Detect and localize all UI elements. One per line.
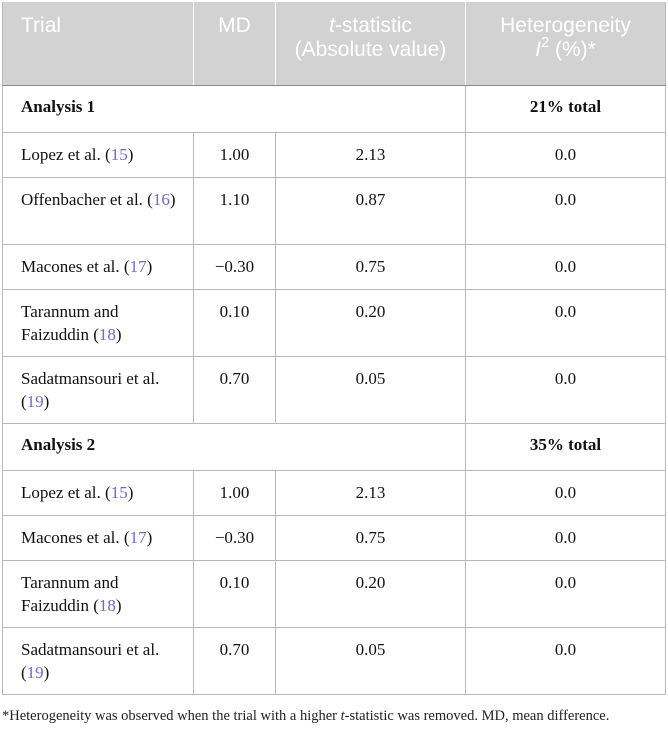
- trial-name-close: ): [43, 662, 50, 682]
- header-het-line1: Heterogeneity: [500, 14, 631, 37]
- heterogeneity-cell: 0.0: [466, 132, 666, 177]
- table-header-row: [3, 2, 666, 85]
- trial-name-close: ): [146, 256, 153, 276]
- header-heterogeneity: [466, 2, 666, 85]
- t-statistic-cell: 2.13: [276, 132, 466, 177]
- md-cell: 1.00: [194, 470, 276, 515]
- section-total: 35% total: [466, 423, 666, 470]
- heterogeneity-cell: 0.0: [466, 289, 666, 356]
- trial-name: Sadatmansouri et al. (: [21, 639, 160, 682]
- trial-cell: [3, 560, 194, 627]
- t-statistic-cell: 0.05: [276, 356, 466, 423]
- trial-name: Tarannum and Faizuddin (: [21, 301, 119, 344]
- reference-link[interactable]: 16: [152, 189, 170, 209]
- footnote-star: *: [2, 708, 10, 724]
- table-body: [3, 85, 666, 694]
- reference-link[interactable]: 17: [129, 256, 147, 276]
- trial-cell: [3, 627, 194, 694]
- reference-link[interactable]: 15: [110, 482, 128, 502]
- t-statistic-cell: 2.13: [276, 470, 466, 515]
- heterogeneity-cell: 0.0: [466, 356, 666, 423]
- table-row: [3, 515, 666, 560]
- reference-link[interactable]: 19: [26, 662, 44, 682]
- md-cell: 1.00: [194, 132, 276, 177]
- trial-name-close: ): [169, 189, 176, 209]
- footnote-part1: Heterogeneity was observed when the trial with a higher: [9, 708, 341, 724]
- trial-name: Sadatmansouri et al. (: [21, 368, 160, 411]
- trial-cell: [3, 515, 194, 560]
- md-cell: −0.30: [194, 515, 276, 560]
- table-row: [3, 244, 666, 289]
- table-row: [3, 289, 666, 356]
- header-t-statistic: [276, 2, 466, 85]
- footnote-part2: -statistic was removed. MD, mean difference.: [344, 708, 610, 724]
- t-statistic-cell: 0.05: [276, 627, 466, 694]
- t-statistic-cell: 0.20: [276, 560, 466, 627]
- md-cell: 0.10: [194, 560, 276, 627]
- trial-cell: [3, 289, 194, 356]
- trial-cell: [3, 177, 194, 244]
- header-trial: Trial: [3, 2, 194, 85]
- t-statistic-cell: 0.75: [276, 515, 466, 560]
- reference-link[interactable]: 17: [129, 527, 147, 547]
- heterogeneity-cell: 0.0: [466, 177, 666, 244]
- md-cell: 1.10: [194, 177, 276, 244]
- trial-name: Offenbacher et al. (: [21, 189, 153, 209]
- table-row: [3, 470, 666, 515]
- table-row: [3, 177, 666, 244]
- trial-cell: [3, 244, 194, 289]
- trial-name-close: ): [115, 324, 122, 344]
- table-container: [2, 2, 665, 695]
- md-cell: −0.30: [194, 244, 276, 289]
- header-t-rest: -statistic (Absolute value): [294, 14, 447, 61]
- heterogeneity-cell: 0.0: [466, 515, 666, 560]
- trial-cell: [3, 132, 194, 177]
- heterogeneity-cell: 0.0: [466, 627, 666, 694]
- header-het-rest: (%)*: [549, 38, 596, 61]
- md-cell: 0.70: [194, 356, 276, 423]
- trial-name-close: ): [146, 527, 153, 547]
- trial-name-close: ): [127, 144, 134, 164]
- table-footnote: [2, 706, 666, 727]
- trial-cell: [3, 356, 194, 423]
- md-cell: 0.10: [194, 289, 276, 356]
- reference-link[interactable]: 18: [98, 595, 116, 615]
- table-row: [3, 356, 666, 423]
- md-cell: 0.70: [194, 627, 276, 694]
- heterogeneity-table: [2, 2, 666, 695]
- trial-name: Lopez et al. (: [21, 482, 111, 502]
- trial-name-close: ): [127, 482, 134, 502]
- reference-link[interactable]: 18: [98, 324, 116, 344]
- header-het-sup: 2: [541, 35, 550, 52]
- reference-link[interactable]: 19: [26, 391, 44, 411]
- trial-name-close: ): [115, 595, 122, 615]
- section-row: [3, 85, 666, 132]
- reference-link[interactable]: 15: [110, 144, 128, 164]
- t-statistic-cell: 0.20: [276, 289, 466, 356]
- heterogeneity-cell: 0.0: [466, 244, 666, 289]
- header-t-italic: t: [329, 14, 335, 37]
- heterogeneity-cell: 0.0: [466, 560, 666, 627]
- table-row: [3, 132, 666, 177]
- header-het-I: I: [535, 38, 541, 61]
- section-label: Analysis 1: [3, 85, 466, 132]
- footnote-t-italic: t: [340, 708, 345, 724]
- trial-name: Tarannum and Faizuddin (: [21, 572, 119, 615]
- trial-name: Macones et al. (: [21, 256, 130, 276]
- table-row: [3, 627, 666, 694]
- section-total: 21% total: [466, 85, 666, 132]
- heterogeneity-cell: 0.0: [466, 470, 666, 515]
- t-statistic-cell: 0.75: [276, 244, 466, 289]
- trial-name-close: ): [43, 391, 50, 411]
- section-label: Analysis 2: [3, 423, 466, 470]
- trial-name: Macones et al. (: [21, 527, 130, 547]
- t-statistic-cell: 0.87: [276, 177, 466, 244]
- header-md: MD: [194, 2, 276, 85]
- table-row: [3, 560, 666, 627]
- trial-name: Lopez et al. (: [21, 144, 111, 164]
- section-row: [3, 423, 666, 470]
- trial-cell: [3, 470, 194, 515]
